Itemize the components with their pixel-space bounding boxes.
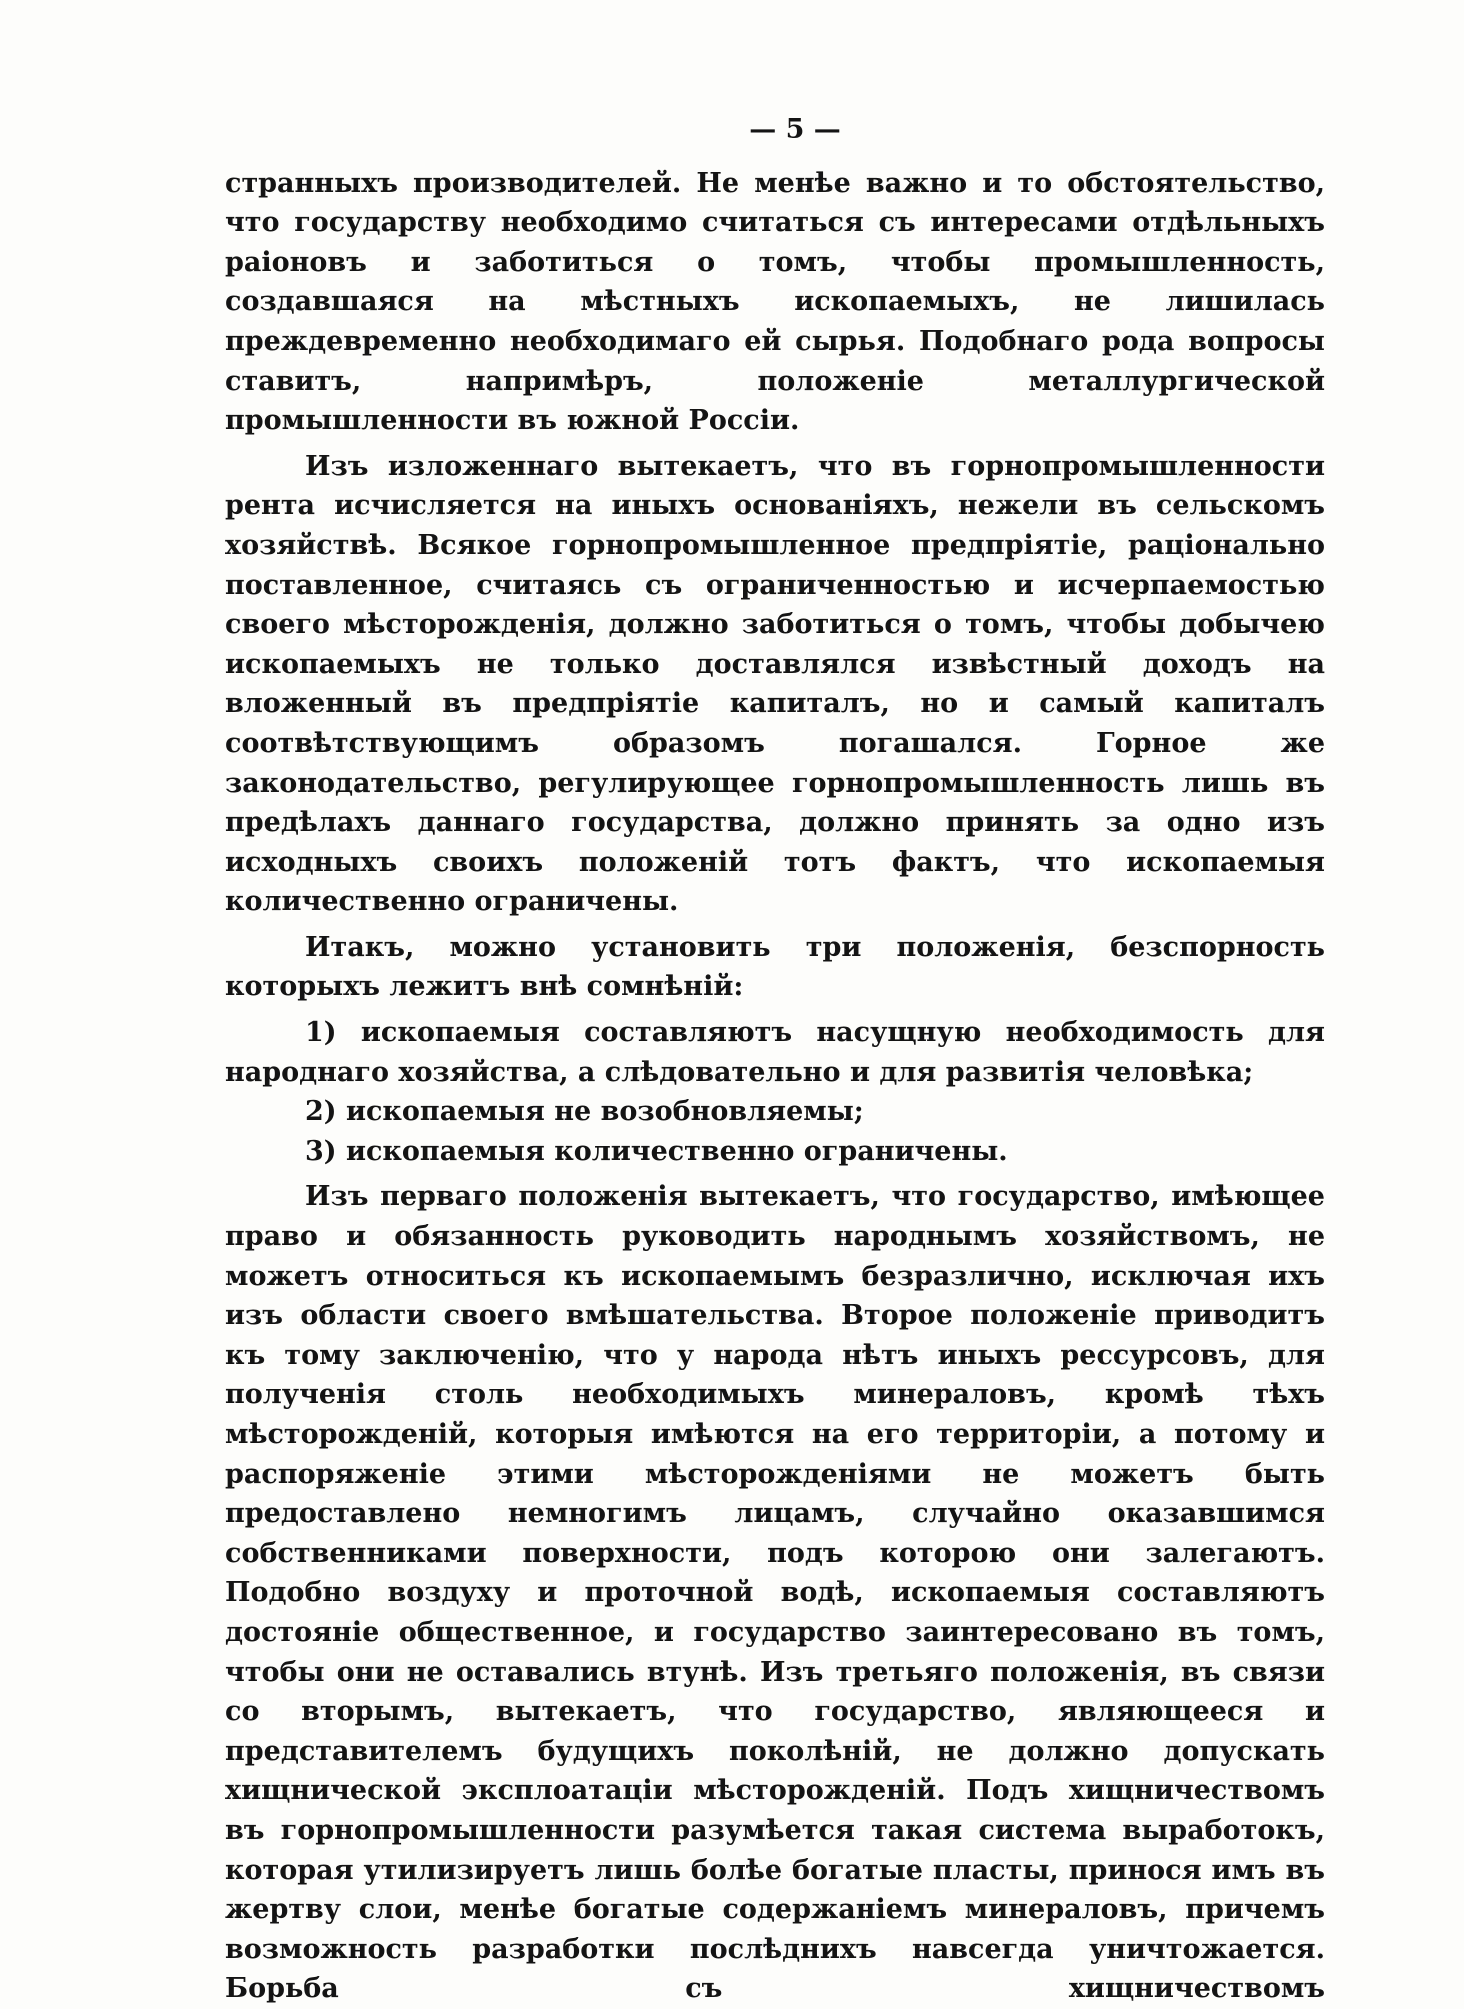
list-item-1: 1) ископаемыя составляютъ насущную необходимость для народнаго хозяйства, а слѣдовательно и для развитія человѣка; — [225, 1017, 1325, 1088]
document-page — [225, 110, 1325, 2009]
paragraph-3: Итакъ, можно установить три положенія, безспорность которыхъ лежитъ внѣ сомнѣній: — [225, 931, 1325, 1003]
page-number: — 5 — — [749, 114, 841, 145]
paragraph-1: странныхъ производителей. Не менѣе важно и то обстоятельство, что государству необходимо считаться съ интересами отдѣльныхъ раіоновъ и заботиться о томъ, чтобы промышленность, создавшаяся на мѣстныхъ ископаемыхъ, не лишилась преждевременно необходимаго ей сырья. Подобнаго рода вопросы ставитъ, напримѣръ, положеніе металлургической промышленности въ южной Россіи. — [225, 167, 1325, 437]
paragraph-2: Изъ изложеннаго вытекаетъ, что въ горнопромышленности рента исчисляется на иныхъ основаніяхъ, нежели въ сельскомъ хозяйствѣ. Всякое горнопромышленное предпріятіе, раціонально поставленное, считаясь съ ограниченностью и исчерпаемостью своего мѣсторожденія, должно заботиться о томъ, чтобы добычею ископаемыхъ не только доставлялся извѣстный доходъ на вложенный въ предпріятіе капиталъ, но и самый капиталъ соотвѣтствующимъ образомъ погашался. Горное же законодательство, регулирующее горнопромышленность лишь въ предѣлахъ даннаго государства, должно принять за одно изъ исходныхъ своихъ положеній тотъ фактъ, что ископаемыя количественно ограничены. — [225, 450, 1325, 918]
numbered-list — [225, 1013, 1325, 1171]
list-item-3: 3) ископаемыя количественно ограничены. — [305, 1135, 1008, 1167]
paragraph-4: Изъ перваго положенія вытекаетъ, что государство, имѣющее право и обязанность руководить народнымъ хозяйствомъ, не можетъ относиться къ ископаемымъ безразлично, исключая ихъ изъ области своего вмѣшательства. Второе положеніе приводитъ къ тому заключенію, что у народа нѣтъ иныхъ рессурсовъ, для полученія столь необходимыхъ минераловъ, кромѣ тѣхъ мѣсторожденій, которыя имѣются на его территоріи, а потому и распоряженіе этими мѣсторожденіями не можетъ быть предоставлено немногимъ лицамъ, случайно оказавшимся собственниками поверхности, подъ которою они залегаютъ. Подобно воздуху и проточной водѣ, ископаемыя составляютъ достояніе общественное, и государство заинтересовано въ томъ, чтобы они не оставались втунѣ. Изъ третьяго положенія, въ связи со вторымъ, вытекаетъ, что государство, являющееся и представителемъ будущихъ поколѣній, не должно допускать хищнической эксплоатаціи мѣсторожденій. Подъ хищничествомъ въ горнопромышленности разумѣется такая система выработокъ, которая утилизируетъ лишь болѣе богатые пласты, принося имъ въ жертву слои, менѣе богатые содержаніемъ минераловъ, причемъ возможность разработки послѣднихъ навсегда уничтожается. Борьба съ хищничествомъ — [225, 1181, 1325, 2005]
list-item-2: 2) ископаемыя не возобновляемы; — [305, 1096, 864, 1128]
